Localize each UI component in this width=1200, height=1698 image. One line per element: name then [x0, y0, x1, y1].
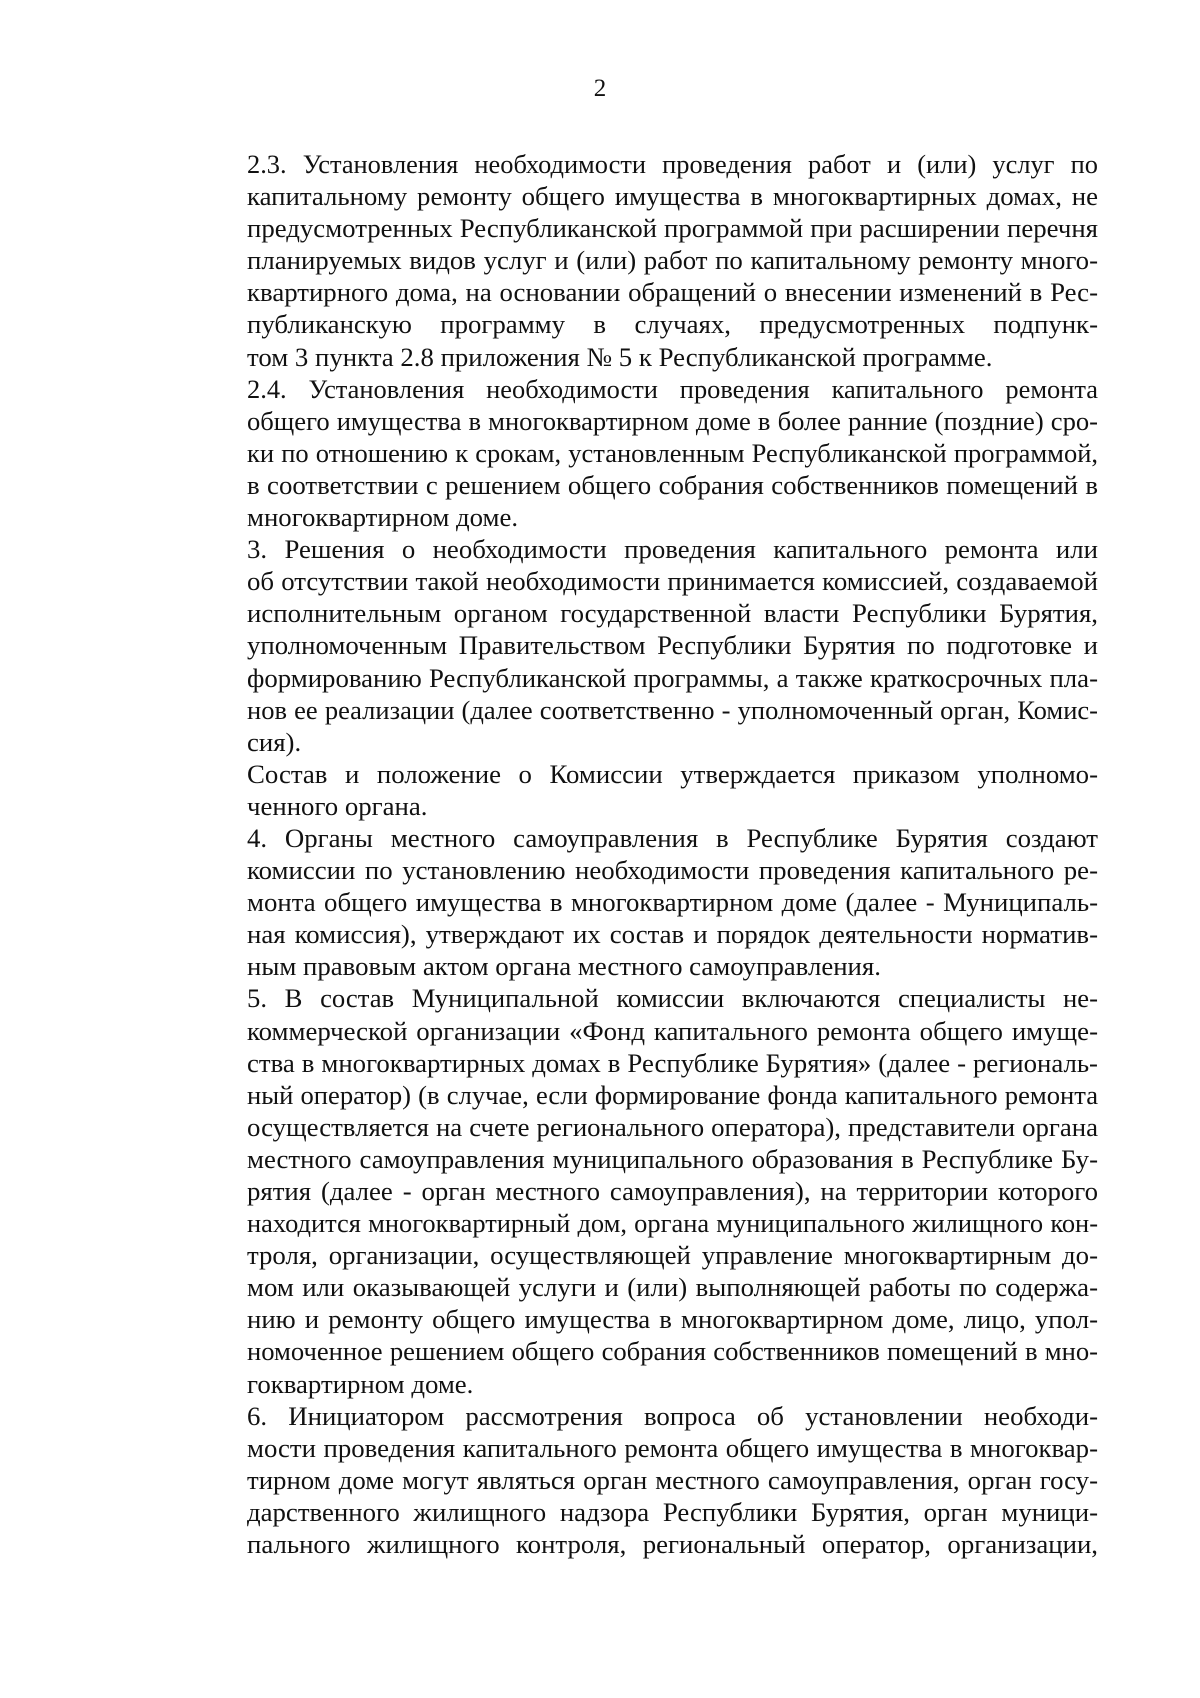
text-line: 3. Решения о необходимости проведения капитального ремонта или [247, 534, 1098, 565]
text-line: формированию Республиканской программы, а также краткосрочных пла- [247, 662, 1098, 693]
text-line: Состав и положение о Комиссии утверждается приказом уполномо- [247, 758, 1098, 789]
text-line: том 3 пункта 2.8 приложения № 5 к Республиканской программе. [247, 341, 993, 372]
text-line: ченного органа. [247, 790, 428, 821]
text-line: местного самоуправления муниципального образования в Республике Бу- [247, 1143, 1098, 1174]
text-line: монта общего имущества в многоквартирном доме (далее - Муниципаль- [247, 887, 1098, 918]
text-line: тирном доме могут являться орган местного самоуправления, орган госу- [247, 1464, 1098, 1495]
text-line: номоченное решением общего собрания собственников помещений в мно- [247, 1336, 1098, 1367]
text-line: коммерческой организации «Фонд капитального ремонта общего имуще- [247, 1015, 1098, 1046]
text-line: 2.3. Установления необходимости проведения работ и (или) услуг по [247, 149, 1098, 179]
text-line: многоквартирном доме. [247, 502, 519, 533]
text-line: комиссии по установлению необходимости проведения капитального ре- [247, 855, 1098, 886]
text-line: нию и ремонту общего имущества в многоквартирном доме, лицо, упол- [247, 1304, 1098, 1335]
text-line: публиканскую программу в случаях, предусмотренных подпунк- [247, 309, 1098, 340]
paragraph [174, 148, 1098, 373]
paragraph [174, 822, 1098, 982]
text-line: общего имущества в многоквартирном доме в более ранние (поздние) сро- [247, 405, 1098, 436]
text-line: осуществляется на счете регионального оператора), представители органа [247, 1111, 1098, 1142]
paragraph [174, 758, 1098, 822]
text-line: находится многоквартирный дом, органа муниципального жилищного кон- [247, 1208, 1098, 1239]
text-line: мости проведения капитального ремонта общего имущества в многоквар- [247, 1432, 1098, 1463]
text-line: ным правовым актом органа местного самоуправления. [247, 951, 881, 982]
text-line: 5. В состав Муниципальной комиссии включаются специалисты не- [247, 983, 1098, 1014]
page-number: 2 [593, 75, 607, 102]
text-line: троля, организации, осуществляющей управление многоквартирным до- [247, 1240, 1098, 1271]
text-line: уполномоченным Правительством Республики Бурятия по подготовке и [247, 630, 1098, 661]
text-line: сия). [247, 726, 302, 757]
text-line: нов ее реализации (далее соответственно - уполномоченный орган, Комис- [247, 694, 1098, 725]
text-line: мом или оказывающей услуги и (или) выполняющей работы по содержа- [247, 1272, 1098, 1303]
text-line: квартирного дома, на основании обращений о внесении изменений в Рес- [247, 277, 1098, 308]
text-line: ная комиссия), утверждают их состав и порядок деятельности норматив- [247, 919, 1098, 950]
text-line: ки по отношению к срокам, установленным Республиканской программой, [247, 437, 1098, 468]
text-line: капитальному ремонту общего имущества в многоквартирных домах, не [247, 181, 1098, 212]
text-line: пального жилищного контроля, региональный оператор, организации, [247, 1529, 1098, 1560]
paragraph [174, 1400, 1098, 1560]
text-line: ный оператор) (в случае, если формирование фонда капитального ремонта [247, 1079, 1098, 1110]
text-line: об отсутствии такой необходимости принимается комиссией, создаваемой [247, 566, 1098, 597]
text-line: предусмотренных Республиканской программой при расширении перечня [247, 213, 1098, 244]
text-line: рятия (далее - орган местного самоуправления), на территории которого [247, 1176, 1098, 1206]
paragraph [174, 982, 1098, 1399]
paragraph [174, 373, 1098, 533]
text-line: 4. Органы местного самоуправления в Республике Бурятия создают [247, 822, 1098, 853]
document-body [174, 148, 1098, 1560]
text-line: 6. Инициатором рассмотрения вопроса об установлении необходи- [247, 1400, 1098, 1431]
paragraph [174, 533, 1098, 758]
text-line: исполнительным органом государственной власти Республики Бурятия, [247, 598, 1098, 629]
text-line: 2.4. Установления необходимости проведения капитального ремонта [247, 373, 1098, 404]
text-line: гоквартирном доме. [247, 1368, 474, 1399]
text-line: планируемых видов услуг и (или) работ по капитальному ремонту много- [247, 245, 1098, 276]
text-line: дарственного жилищного надзора Республики Бурятия, орган муници- [247, 1496, 1098, 1527]
text-line: ства в многоквартирных домах в Республике Бурятия» (далее - региональ- [247, 1047, 1098, 1078]
text-line: в соответствии с решением общего собрания собственников помещений в [247, 469, 1098, 500]
